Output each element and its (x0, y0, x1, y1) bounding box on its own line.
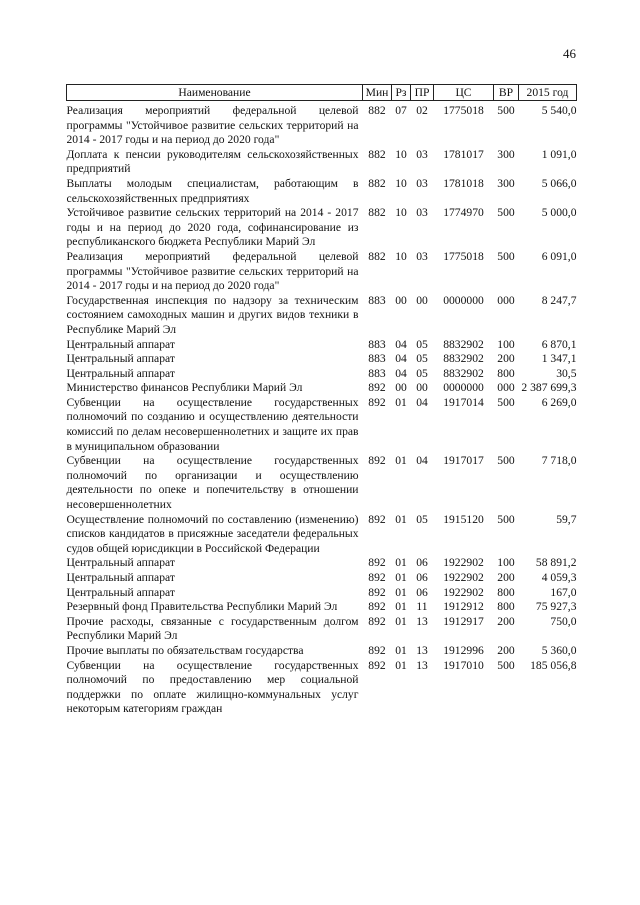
header-cs: ЦС (434, 85, 494, 101)
cell-min: 882 (368, 147, 386, 161)
cell-pr: 05 (416, 337, 428, 351)
cell-name: Доплата к пенсии руководителям сельскохозяйственных предприятий (66, 147, 359, 176)
cell-name: Государственная инспекция по надзору за техническим состоянием самоходных машин и других видов техники в Республике Марий Эл (66, 293, 359, 336)
table-row (67, 294, 577, 338)
cell-vr: 500 (497, 395, 515, 409)
cell-pr: 06 (416, 585, 428, 599)
cell-rz: 01 (395, 571, 407, 584)
table-row (67, 513, 577, 557)
cell-rz: 01 (395, 658, 407, 672)
cell-cs: 1781017 (443, 147, 484, 161)
cell-name: Центральный аппарат (66, 366, 175, 380)
table-header-row (67, 85, 577, 101)
cell-min: 892 (368, 512, 386, 526)
table-row (67, 177, 577, 206)
budget-table (66, 84, 577, 717)
table-row (67, 206, 577, 250)
cell-amount: 5 066,0 (541, 176, 577, 190)
cell-amount: 8 247,7 (541, 293, 577, 307)
cell-cs: 1917010 (443, 658, 484, 672)
cell-amount: 58 891,2 (535, 556, 577, 570)
cell-pr: 03 (416, 176, 428, 190)
cell-rz: 01 (395, 395, 407, 409)
cell-pr: 04 (416, 454, 428, 468)
cell-rz: 00 (395, 293, 407, 307)
cell-cs: 1912912 (443, 600, 484, 614)
table-row (67, 352, 577, 367)
cell-amount: 5 360,0 (541, 643, 577, 657)
cell-cs: 1774970 (443, 206, 484, 220)
cell-name: Центральный аппарат (66, 556, 175, 570)
cell-vr: 500 (497, 658, 515, 672)
cell-vr: 500 (497, 454, 515, 468)
cell-pr: 05 (416, 512, 428, 526)
cell-vr: 300 (497, 176, 515, 190)
cell-vr: 200 (497, 643, 515, 657)
cell-pr: 00 (416, 381, 428, 395)
cell-pr: 13 (416, 658, 428, 672)
cell-rz: 01 (395, 614, 407, 628)
cell-min: 882 (368, 104, 386, 117)
table-row (67, 338, 577, 353)
cell-amount: 5 540,0 (541, 104, 577, 117)
cell-min: 892 (368, 600, 386, 614)
cell-min: 892 (368, 643, 386, 657)
cell-vr: 300 (497, 147, 515, 161)
cell-pr: 03 (416, 147, 428, 161)
cell-amount: 1 091,0 (541, 147, 577, 161)
cell-cs: 1912996 (443, 643, 484, 657)
cell-rz: 10 (395, 147, 407, 161)
cell-vr: 500 (497, 512, 515, 526)
cell-name: Центральный аппарат (66, 337, 175, 351)
cell-rz: 07 (395, 104, 407, 117)
cell-min: 892 (368, 395, 386, 409)
cell-name: Прочие расходы, связанные с государственным долгом Республики Марий Эл (66, 614, 359, 643)
cell-vr: 100 (497, 556, 515, 570)
cell-min: 882 (368, 249, 386, 263)
header-rz: Рз (392, 85, 411, 101)
cell-pr: 13 (416, 614, 428, 628)
header-min: Мин (363, 85, 392, 101)
cell-vr: 100 (497, 337, 515, 351)
cell-vr: 000 (497, 293, 515, 307)
cell-cs: 1775018 (443, 249, 484, 263)
header-year: 2015 год (519, 85, 577, 101)
table-row (67, 250, 577, 294)
cell-amount: 4 059,3 (541, 571, 577, 584)
cell-cs: 1915120 (443, 512, 484, 526)
cell-pr: 06 (416, 556, 428, 570)
cell-vr: 500 (497, 249, 515, 263)
cell-cs: 8832902 (443, 352, 484, 366)
cell-pr: 11 (416, 600, 428, 614)
table-row (67, 615, 577, 644)
cell-rz: 00 (395, 381, 407, 395)
cell-cs: 1775018 (443, 104, 484, 117)
cell-cs: 1917014 (443, 395, 484, 409)
cell-pr: 03 (416, 206, 428, 220)
table-row (67, 381, 577, 396)
cell-cs: 1922902 (443, 571, 484, 584)
cell-vr: 000 (497, 381, 515, 395)
cell-amount: 6 870,1 (541, 337, 577, 351)
cell-name: Осуществление полномочий по составлению (изменению) списков кандидатов в присяжные заседатели федеральных судов общей юрисдикции в Российской Федерации (66, 512, 359, 555)
table-body (67, 101, 577, 717)
cell-name: Реализация мероприятий федеральной целевой программы "Устойчивое развитие сельских территорий на 2014 - 2017 годы и на период до 2020 года" (66, 249, 359, 293)
cell-name: Субвенции на осуществление государственных полномочий по предоставлению мер социальной поддержки по оплате жилищно-коммунальных услуг некоторым категориям граждан (66, 658, 359, 716)
cell-rz: 04 (395, 352, 407, 366)
cell-name: Министерство финансов Республики Марий Эл (66, 381, 303, 395)
cell-rz: 10 (395, 206, 407, 220)
table-row (67, 101, 577, 148)
cell-amount: 7 718,0 (541, 454, 577, 468)
cell-min: 892 (368, 556, 386, 570)
cell-pr: 03 (416, 249, 428, 263)
cell-rz: 01 (395, 454, 407, 468)
table-row (67, 586, 577, 601)
cell-min: 892 (368, 585, 386, 599)
cell-name: Центральный аппарат (66, 585, 175, 599)
cell-amount: 2 387 699,3 (521, 381, 577, 395)
cell-min: 892 (368, 571, 386, 584)
cell-rz: 01 (395, 585, 407, 599)
cell-cs: 1781018 (443, 176, 484, 190)
cell-name: Центральный аппарат (66, 571, 175, 584)
cell-amount: 6 269,0 (541, 395, 577, 409)
table-row (67, 556, 577, 571)
cell-min: 892 (368, 658, 386, 672)
cell-amount: 6 091,0 (541, 249, 577, 263)
cell-amount: 185 056,8 (530, 658, 577, 672)
cell-amount: 30,5 (556, 366, 577, 380)
cell-min: 883 (368, 366, 386, 380)
table-row (67, 571, 577, 586)
cell-vr: 800 (497, 366, 515, 380)
cell-vr: 800 (497, 585, 515, 599)
header-name: Наименование (67, 85, 363, 101)
cell-min: 883 (368, 352, 386, 366)
cell-cs: 1922902 (443, 585, 484, 599)
cell-cs: 8832902 (443, 337, 484, 351)
cell-name: Субвенции на осуществление государственных полномочий по организации и осуществлению деятельности по опеке и попечительству в отношении несовершеннолетних (66, 454, 359, 512)
cell-name: Прочие выплаты по обязательствам государства (66, 643, 304, 657)
cell-vr: 500 (497, 104, 515, 117)
cell-pr: 04 (416, 395, 428, 409)
cell-amount: 167,0 (550, 585, 577, 599)
cell-vr: 500 (497, 206, 515, 220)
cell-amount: 750,0 (550, 614, 577, 628)
cell-rz: 01 (395, 512, 407, 526)
cell-name: Реализация мероприятий федеральной целевой программы "Устойчивое развитие сельских территорий на 2014 - 2017 годы и на период до 2020 года" (66, 104, 359, 147)
cell-name: Резервный фонд Правительства Республики Марий Эл (66, 600, 338, 614)
cell-vr: 200 (497, 614, 515, 628)
cell-pr: 05 (416, 366, 428, 380)
cell-vr: 200 (497, 571, 515, 584)
cell-cs: 1922902 (443, 556, 484, 570)
cell-name: Субвенции на осуществление государственных полномочий по созданию и осуществлению деятельности комиссий по делам несовершеннолетних и защите их прав в муниципальном образовании (66, 395, 359, 453)
cell-cs: 8832902 (443, 366, 484, 380)
cell-rz: 01 (395, 556, 407, 570)
cell-pr: 06 (416, 571, 428, 584)
cell-rz: 10 (395, 249, 407, 263)
cell-name: Выплаты молодым специалистам, работающим в сельскохозяйственных предприятиях (66, 176, 359, 205)
cell-min: 882 (368, 206, 386, 220)
table-row (67, 600, 577, 615)
cell-min: 883 (368, 293, 386, 307)
cell-pr: 13 (416, 643, 428, 657)
cell-min: 892 (368, 381, 386, 395)
table-row (67, 644, 577, 659)
cell-name: Центральный аппарат (66, 352, 175, 366)
cell-vr: 200 (497, 352, 515, 366)
cell-cs: 0000000 (443, 381, 484, 395)
cell-rz: 01 (395, 643, 407, 657)
cell-cs: 1917017 (443, 454, 484, 468)
cell-amount: 1 347,1 (541, 352, 577, 366)
header-pr: ПР (411, 85, 434, 101)
table-row (67, 659, 577, 717)
cell-pr: 02 (416, 104, 428, 117)
table-row (67, 454, 577, 512)
cell-min: 883 (368, 337, 386, 351)
table-row (67, 148, 577, 177)
cell-cs: 0000000 (443, 293, 484, 307)
table-row (67, 367, 577, 382)
cell-pr: 05 (416, 352, 428, 366)
cell-min: 892 (368, 454, 386, 468)
cell-min: 882 (368, 176, 386, 190)
cell-pr: 00 (416, 293, 428, 307)
cell-rz: 04 (395, 337, 407, 351)
cell-amount: 59,7 (556, 512, 577, 526)
cell-vr: 800 (497, 600, 515, 614)
page-number: 46 (563, 46, 576, 61)
cell-rz: 04 (395, 366, 407, 380)
cell-min: 892 (368, 614, 386, 628)
cell-rz: 01 (395, 600, 407, 614)
cell-cs: 1912917 (443, 614, 484, 628)
cell-amount: 5 000,0 (541, 206, 577, 220)
header-vr: ВР (494, 85, 519, 101)
cell-name: Устойчивое развитие сельских территорий на 2014 - 2017 годы и на период до 2020 года, софинансирование из республиканского бюджета Республики Марий Эл (66, 206, 359, 249)
cell-amount: 75 927,3 (535, 600, 577, 614)
cell-rz: 10 (395, 176, 407, 190)
table-row (67, 396, 577, 454)
